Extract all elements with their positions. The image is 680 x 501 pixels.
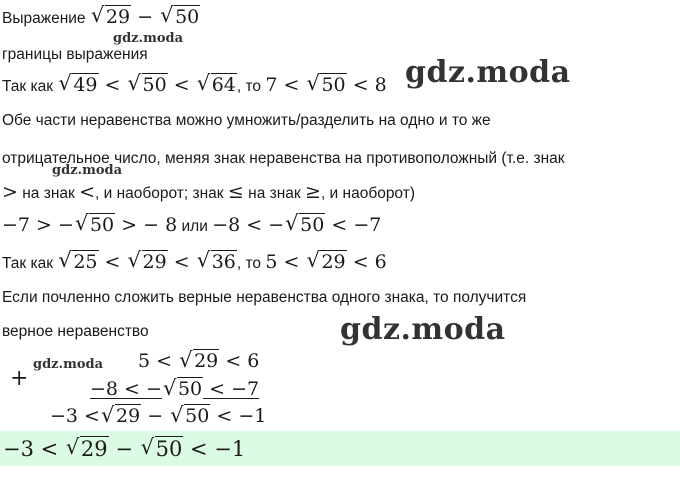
bounds-line-29: Так как √ 25 < √ 29 < √ 36, то 5 < √ 29 < 6 [2,252,387,274]
paragraph-line: верное неравенство [2,323,149,340]
expression-math: √ 29 − √ 50 [90,6,200,28]
paragraph-line: Если почленно сложить верные неравенства одного знака, то получится [2,289,527,306]
inequality-line: −7 > −√ 50 > − 8 или −8 < −√ 50 < −7 [2,215,381,237]
watermark-large: gdz.moda [405,55,571,90]
paragraph-line: отрицательное число, меняя знак неравенства на противоположный (т.е. знак [2,150,565,167]
answer-math: −3 < √ 29 − √ 50 < −1 [3,437,245,461]
plus-sign: + [10,366,29,391]
sum-result: −3 <√ 29 − √ 50 < −1 [50,405,266,427]
bounds-heading: границы выражения [2,46,148,63]
watermark: gdz.moda [113,31,184,46]
answer-box [0,431,680,466]
paragraph-line: > на знак <, и наоборот; знак ≤ на знак ≥, и наоборот) [2,181,415,203]
watermark: gdz.moda [52,163,123,178]
watermark: gdz.moda [33,357,104,372]
expression-line [2,7,200,29]
bounds-line-50: Так как √ 49 < √ 50 < √ 64, то 7 < √ 50 < 8 [2,75,387,97]
watermark-large: gdz.moda [340,312,506,347]
sum-row-2: −8 < −√ 50 < −7 [90,378,259,400]
sum-row-1: 5 < √ 29 < 6 [138,350,259,372]
paragraph-line: Обе части неравенства можно умножить/разделить на одно и то же [2,112,491,129]
expression-label: Выражение [2,10,86,27]
